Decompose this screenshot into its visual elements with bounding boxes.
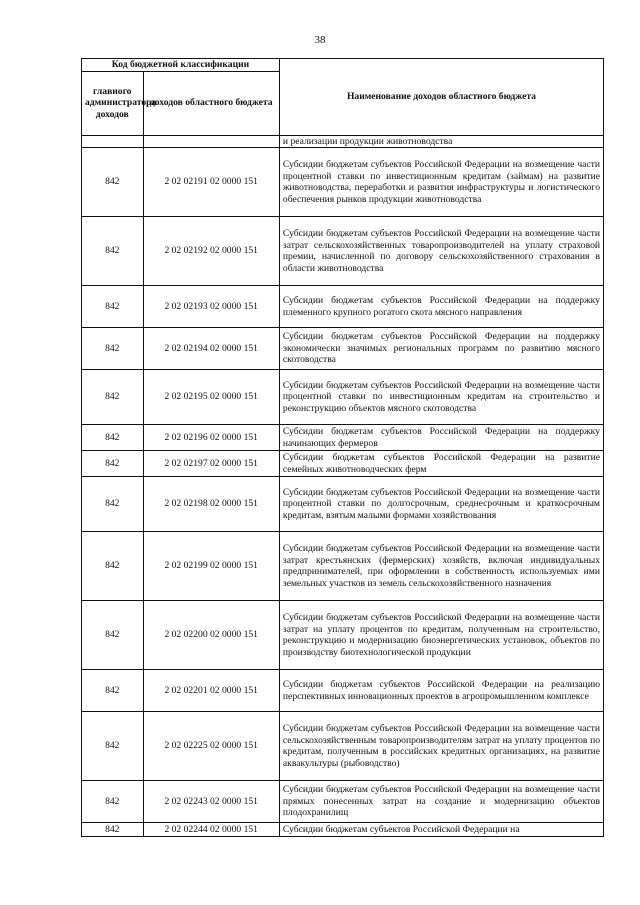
- income-code-cell: 2 02 02225 02 0000 151: [143, 712, 279, 781]
- income-name-cell: Субсидии бюджетам субъектов Российской Федерации на развитие семейных животноводческих ферм: [279, 451, 603, 477]
- income-name-cell: Субсидии бюджетам субъектов Российской Федерации на возмещение части процентной ставки по инвестиционным кредитам (займам) на развитие животноводства, переработки и развития инфраструктуры и логистического обеспечения рынков продукции животноводства: [279, 148, 603, 217]
- admin-code-cell: 842: [82, 781, 144, 823]
- table-row: [82, 217, 604, 286]
- income-name-cell: Субсидии бюджетам субъектов Российской Федерации на реализацию перспективных инновационных проектов в агропромышленном комплексе: [279, 670, 603, 712]
- admin-code-cell: 842: [82, 532, 144, 601]
- table-row: [82, 286, 604, 328]
- continuation-text: и реализации продукции животноводства: [279, 135, 603, 148]
- income-name-cell: Субсидии бюджетам субъектов Российской Федерации на возмещение части сельскохозяйственным товаропроизводителям затрат на уплату процентов по кредитам, полученным в российских кредитных организациях, на развитие аквакультуры (рыбоводство): [279, 712, 603, 781]
- admin-code-cell: 842: [82, 712, 144, 781]
- table-row: [82, 601, 604, 670]
- budget-income-table: [81, 58, 604, 837]
- table-row: [82, 532, 604, 601]
- table-row: [82, 823, 604, 837]
- income-name-cell: Субсидии бюджетам субъектов Российской Федерации на поддержку начинающих фермеров: [279, 425, 603, 451]
- admin-code-cell: 842: [82, 451, 144, 477]
- income-code-cell: 2 02 02196 02 0000 151: [143, 425, 279, 451]
- continuation-row: [82, 135, 604, 148]
- admin-code-cell: 842: [82, 286, 144, 328]
- table-row: [82, 712, 604, 781]
- income-code-cell: 2 02 02200 02 0000 151: [143, 601, 279, 670]
- table-row: [82, 328, 604, 370]
- classification-code-header: Код бюджетной классификации: [82, 59, 280, 72]
- income-name-cell: Субсидии бюджетам субъектов Российской Федерации на возмещение части затрат сельскохозяйственных товаропроизводителей на уплату страховой премии, начисленной по договору сельскохозяйственного страхования в области животноводства: [279, 217, 603, 286]
- income-name-cell: Субсидии бюджетам субъектов Российской Федерации на возмещение части процентной ставки по долгосрочным, среднесрочным и краткосрочным кредитам, взятым малыми формами хозяйствования: [279, 477, 603, 532]
- table-row: [82, 370, 604, 425]
- table-row: [82, 670, 604, 712]
- income-code-cell: 2 02 02194 02 0000 151: [143, 328, 279, 370]
- income-code-cell: 2 02 02197 02 0000 151: [143, 451, 279, 477]
- income-code-cell: 2 02 02195 02 0000 151: [143, 370, 279, 425]
- admin-column-header: главного администратора доходов: [82, 71, 144, 135]
- income-name-cell: Субсидии бюджетам субъектов Российской Федерации на возмещение части процентной ставки по инвестиционным кредитам на строительство и реконструкцию объектов мясного скотоводства: [279, 370, 603, 425]
- income-code-cell: 2 02 02199 02 0000 151: [143, 532, 279, 601]
- income-code-cell: 2 02 02243 02 0000 151: [143, 781, 279, 823]
- income-name-cell: Субсидии бюджетам субъектов Российской Федерации на: [279, 823, 603, 837]
- empty-cell: [82, 135, 144, 148]
- empty-cell: [143, 135, 279, 148]
- admin-code-cell: 842: [82, 370, 144, 425]
- income-name-cell: Субсидии бюджетам субъектов Российской Федерации на поддержку племенного крупного рогатого скота мясного направления: [279, 286, 603, 328]
- admin-code-cell: 842: [82, 328, 144, 370]
- admin-code-cell: 842: [82, 148, 144, 217]
- income-name-cell: Субсидии бюджетам субъектов Российской Федерации на возмещение части затрат крестьянских (фермерских) хозяйств, включая индивидуальных предпринимателей, при оформлении в собственность используемых ими земельных участков из земель сельскохозяйственного назначения: [279, 532, 603, 601]
- income-code-cell: 2 02 02191 02 0000 151: [143, 148, 279, 217]
- table-row: [82, 451, 604, 477]
- income-name-cell: Субсидии бюджетам субъектов Российской Федерации на возмещение части затрат на уплату процентов по кредитам, полученным на строительство, реконструкцию и модернизацию биоэнергетических установок, объектов по производству биотехнологической продукции: [279, 601, 603, 670]
- admin-code-cell: 842: [82, 823, 144, 837]
- admin-code-cell: 842: [82, 217, 144, 286]
- income-code-cell: 2 02 02193 02 0000 151: [143, 286, 279, 328]
- income-code-column-header: доходов областного бюджета: [143, 71, 279, 135]
- admin-code-cell: 842: [82, 670, 144, 712]
- table-row: [82, 425, 604, 451]
- income-code-cell: 2 02 02201 02 0000 151: [143, 670, 279, 712]
- table-row: [82, 477, 604, 532]
- page-number: 38: [314, 34, 326, 46]
- income-code-cell: 2 02 02244 02 0000 151: [143, 823, 279, 837]
- income-code-cell: 2 02 02192 02 0000 151: [143, 217, 279, 286]
- table-row: [82, 781, 604, 823]
- income-name-header: Наименование доходов областного бюджета: [279, 59, 603, 136]
- income-name-cell: Субсидии бюджетам субъектов Российской Федерации на поддержку экономически значимых региональных программ по развитию мясного скотоводства: [279, 328, 603, 370]
- admin-code-cell: 842: [82, 477, 144, 532]
- income-name-cell: Субсидии бюджетам субъектов Российской Федерации на возмещение части прямых понесенных затрат на создание и модернизацию объектов плодохранилищ: [279, 781, 603, 823]
- admin-code-cell: 842: [82, 601, 144, 670]
- admin-code-cell: 842: [82, 425, 144, 451]
- table-row: [82, 148, 604, 217]
- income-code-cell: 2 02 02198 02 0000 151: [143, 477, 279, 532]
